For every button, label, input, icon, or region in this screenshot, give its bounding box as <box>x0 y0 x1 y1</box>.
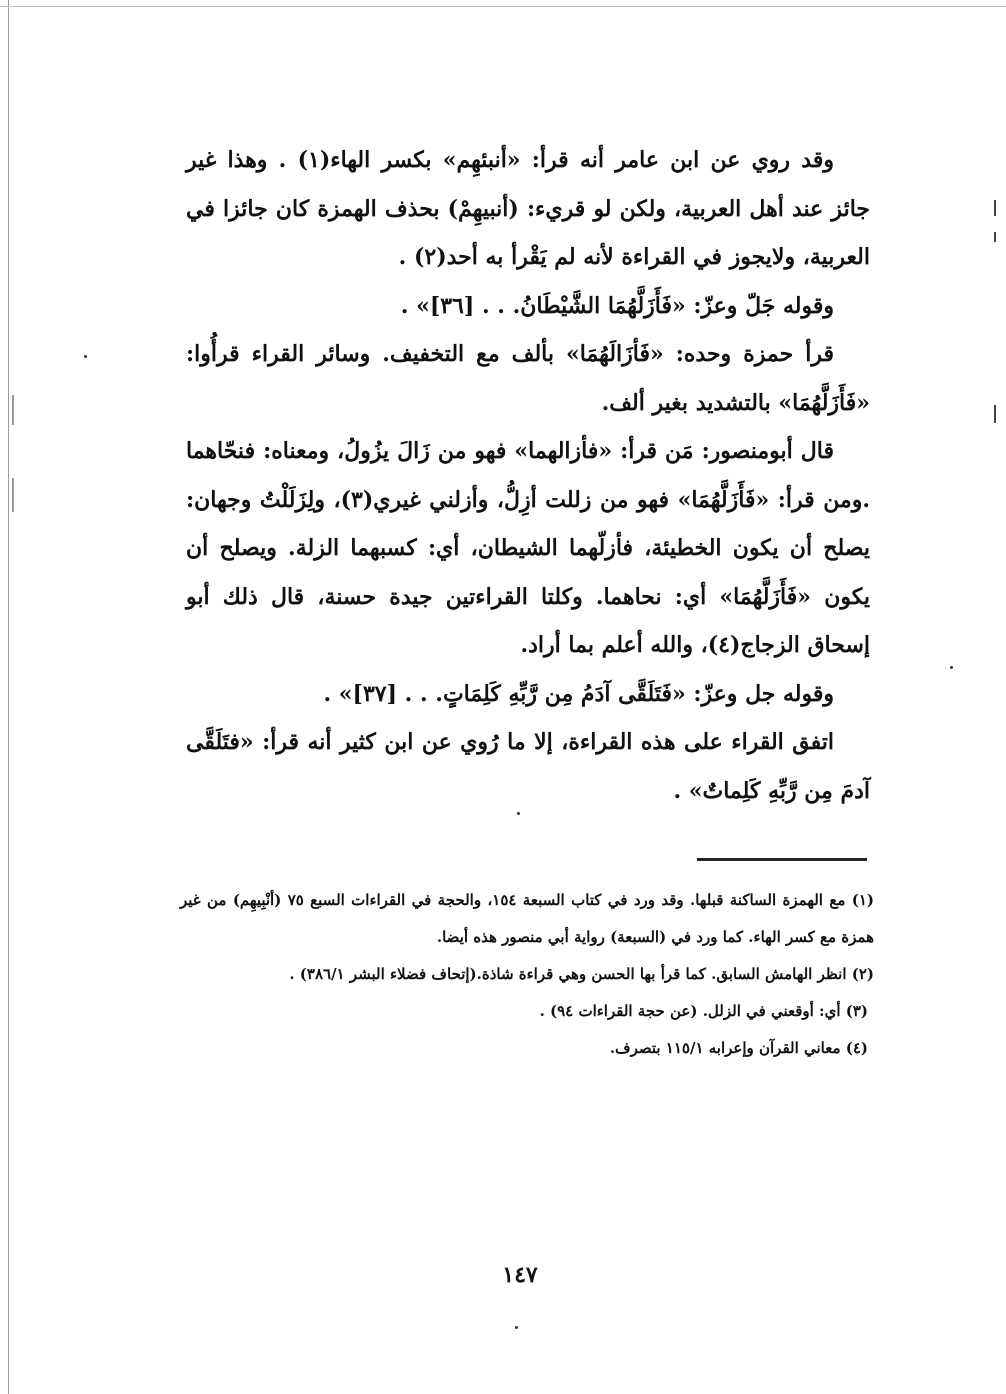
page-edge-left <box>8 0 9 1394</box>
scan-mark <box>12 395 14 425</box>
footnotes <box>180 882 874 1067</box>
scan-speck <box>84 355 87 358</box>
footnote-1: (١) مع الهمزة الساكنة قبلها. وقد ورد في كتاب السبعة ١٥٤، والحجة في القراءات السبع ٧٥ (أنْبِيهِم) من غير همزة مع كسر الهاء. كما ورد في (السبعة) رواية أبي منصور هذه أيضا. <box>180 891 874 946</box>
paragraph-ibn-kathir: اتفق القراء على هذه القراءة، إلا ما رُوي عن ابن كثير أنه قرأ: «فتَلَقَّى آدمَ مِن رَّبِّهِ كَلِماتٌ» . <box>186 729 870 804</box>
footnote-3: (٣) أي: أوقعني في الزلل. (عن حجة القراءات ٩٤) . <box>539 1002 868 1020</box>
verse-36-heading: وقوله جَلّ وعزّ: «فَأَزَلَّهُمَا الشَّيْطَانُ. . . [٣٦]» . <box>400 292 834 319</box>
footnote-4: (٤) معاني القرآن وإعرابه ١١٥/١ بتصرف. <box>609 1039 868 1057</box>
page-edge-top <box>0 6 1006 7</box>
scan-mark <box>12 478 14 512</box>
verse-37-heading: وقوله جل وعزّ: «فَتَلَقَّى آدَمُ مِن رَّبِّهِ كَلِمَاتٍ. . . [٣٧]» . <box>323 680 834 707</box>
scan-mark <box>994 200 996 216</box>
paragraph-ibn-amir: وقد روي عن ابن عامر أنه قرأ: «أنبئهِم» بكسر الهاء(١) . وهذا غير جائز عند أهل العربية، ولكن لو قريء: (أنبيهِمْ) بحذف الهمزة كان جائزا في العربية، ولايجوز في القراءة لأنه لم يَقْرأ به أحد(٢) . <box>186 147 870 270</box>
scan-speck <box>950 666 953 669</box>
main-text <box>186 136 870 815</box>
paragraph-hamza-reading: قرأ حمزة وحده: «فَأزَالَهُمَا» بألف مع التخفيف. وسائر القراء قرأُوا: «فَأَزَلَّهُمَا» بالتشديد بغير ألف. <box>186 341 870 416</box>
scan-speck <box>515 1326 518 1329</box>
scan-mark <box>994 232 996 242</box>
scan-speck <box>517 812 520 815</box>
footnote-separator <box>697 858 867 861</box>
scan-mark <box>994 405 996 423</box>
page-number: ١٤٧ <box>502 1262 538 1288</box>
paragraph-abu-mansur: قال أبومنصور: مَن قرأ: «فأزالهما» فهو من زَالَ يزُولُ، ومعناه: فنحّاهما .ومن قرأ: «فَأَزَلَّهُمَا» فهو من زللت أزِلُّ، وأزلني غيري(٣)، ولِزَلَلْتُ وجهان: يصلح أن يكون الخطيئة، فأزلّهما الشيطان، أي: كسبهما الزلة. ويصلح أن يكون «فَأَزَلَّهُمَا» أي: نحاهما. وكلتا القراءتين جيدة حسنة، قال ذلك أبو إسحاق الزجاج(٤)، والله أعلم بما أراد. <box>186 438 871 658</box>
footnote-2: (٢) انظر الهامش السابق. كما قرأ بها الحسن وهي قراءة شاذة.(إتحاف فضلاء البشر ٣٨٦/١) . <box>289 965 874 983</box>
